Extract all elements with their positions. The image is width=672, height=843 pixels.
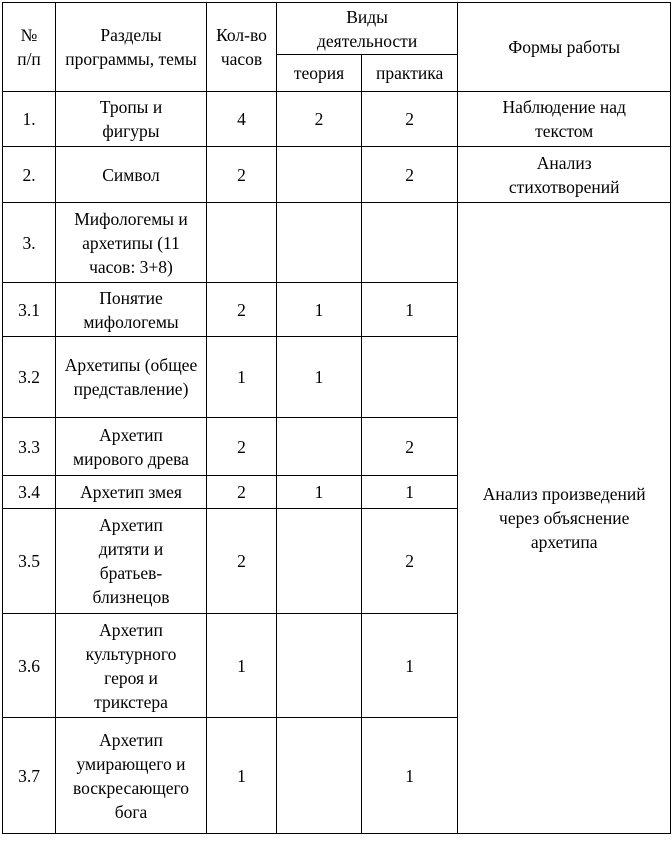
header-hours: Кол-во часов: [207, 3, 277, 92]
row-theory: [277, 147, 362, 203]
row-practice: 2: [362, 418, 458, 476]
row-title: Архетип змея: [56, 476, 207, 509]
row-practice: 1: [362, 718, 458, 834]
row-practice: 1: [362, 476, 458, 509]
row-theory: [277, 718, 362, 834]
row-theory: 2: [277, 92, 362, 147]
row-theory: 1: [277, 476, 362, 509]
row-practice: 2: [362, 92, 458, 147]
row-form: Наблюдение над текстом: [458, 92, 671, 147]
row-num: 3.4: [3, 476, 56, 509]
row-hours: [207, 203, 277, 283]
row-hours: 2: [207, 283, 277, 337]
header-theory: теория: [277, 55, 362, 92]
table-row: [3, 203, 671, 283]
row-theory: [277, 418, 362, 476]
row-theory: [277, 509, 362, 614]
row-practice: 1: [362, 283, 458, 337]
merged-form: Анализ произведений через объяснение архетипа: [458, 203, 671, 834]
header-practice: практика: [362, 55, 458, 92]
header-sections: Разделы программы, темы: [56, 3, 207, 92]
row-hours: 1: [207, 614, 277, 718]
row-practice: 2: [362, 147, 458, 203]
row-title: Архетипы (общее представление): [56, 337, 207, 418]
row-title: Архетип дитяти и братьев-близнецов: [56, 509, 207, 614]
header-forms: Формы работы: [458, 3, 671, 92]
program-table: [2, 2, 671, 834]
row-title: Архетип культурного героя и трикстера: [56, 614, 207, 718]
row-theory: [277, 614, 362, 718]
row-hours: 2: [207, 418, 277, 476]
row-practice: [362, 337, 458, 418]
row-num: 1.: [3, 92, 56, 147]
row-num: 3.: [3, 203, 56, 283]
row-hours: 1: [207, 337, 277, 418]
row-form: Анализ стихотворений: [458, 147, 671, 203]
row-num: 3.6: [3, 614, 56, 718]
row-theory: 1: [277, 283, 362, 337]
row-num: 3.3: [3, 418, 56, 476]
row-hours: 2: [207, 509, 277, 614]
row-hours: 1: [207, 718, 277, 834]
row-hours: 2: [207, 147, 277, 203]
table-row: [3, 147, 671, 203]
row-num: 3.1: [3, 283, 56, 337]
row-num: 3.5: [3, 509, 56, 614]
row-title: Символ: [56, 147, 207, 203]
row-hours: 4: [207, 92, 277, 147]
row-title: Понятие мифологемы: [56, 283, 207, 337]
header-activities: Виды деятельности: [277, 3, 458, 55]
row-title: Архетип мирового древа: [56, 418, 207, 476]
row-num: 2.: [3, 147, 56, 203]
row-num: 3.2: [3, 337, 56, 418]
table-row: [3, 92, 671, 147]
row-title: Тропы и фигуры: [56, 92, 207, 147]
row-title: Мифологемы и архетипы (11 часов: 3+8): [56, 203, 207, 283]
row-theory: 1: [277, 337, 362, 418]
header-num: № п/п: [3, 3, 56, 92]
row-theory: [277, 203, 362, 283]
row-practice: 1: [362, 614, 458, 718]
row-title: Архетип умирающего и воскресающего бога: [56, 718, 207, 834]
row-num: 3.7: [3, 718, 56, 834]
row-practice: 2: [362, 509, 458, 614]
row-practice: [362, 203, 458, 283]
row-hours: 2: [207, 476, 277, 509]
